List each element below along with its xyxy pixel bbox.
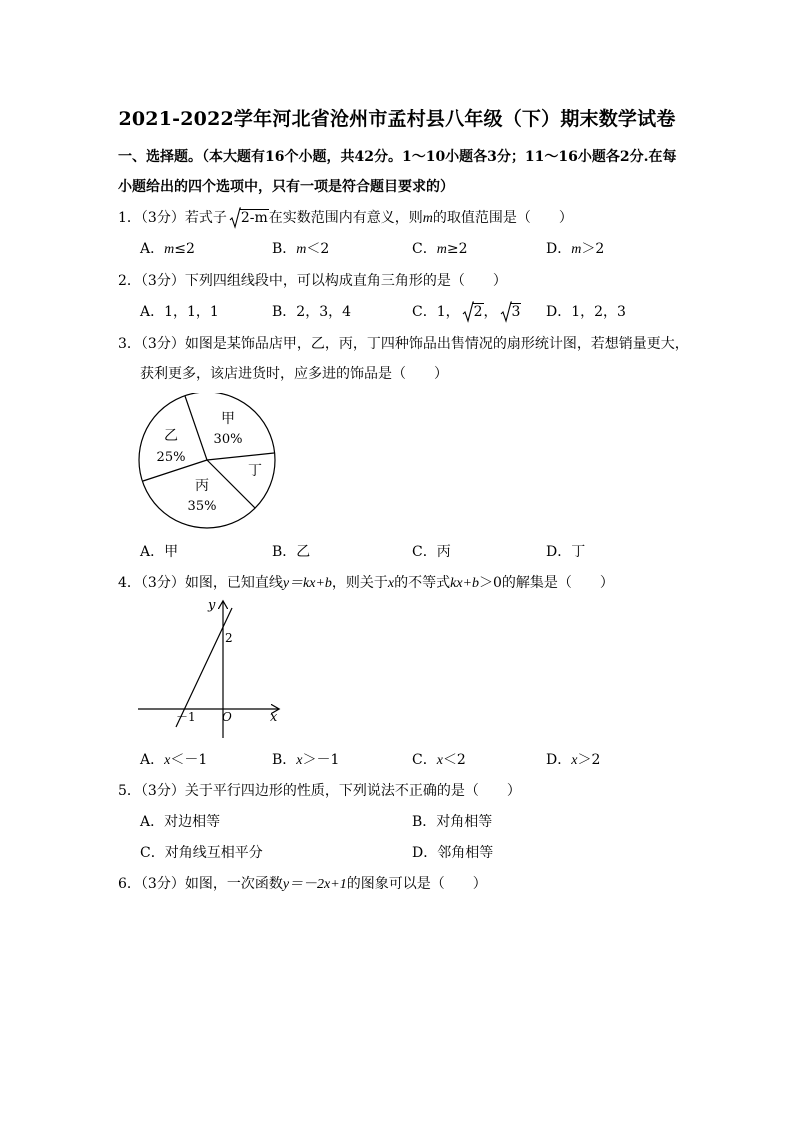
question-5: 5．（3分）关于平行四边形的性质，下列说法不正确的是（ ） <box>118 783 521 799</box>
q3-option-c[interactable]: C．丙 <box>412 544 451 560</box>
slice-value-jia: 30% <box>213 432 243 447</box>
radical-sign-icon <box>229 207 241 229</box>
q1-option-a[interactable]: A．m≤2 <box>140 241 195 257</box>
question-2: 2．（3分）下列四组线段中，可以构成直角三角形的是（ ） <box>118 273 507 289</box>
q3-option-b[interactable]: B．乙 <box>272 544 311 560</box>
pie-chart <box>136 393 280 529</box>
q1-var: m <box>422 211 433 226</box>
q1-option-d[interactable]: D．m＞2 <box>546 241 605 257</box>
q5-option-b[interactable]: B．对角相等 <box>412 814 493 830</box>
question-3-line2: 获利更多，该店进货时，应多进的饰品是（ ） <box>140 366 448 382</box>
slice-label-yi: 乙 <box>164 428 178 444</box>
function-equation: y＝－2x+1 <box>282 877 347 892</box>
line-graph <box>136 596 286 742</box>
q1-option-c[interactable]: C．m≥2 <box>412 241 468 257</box>
question-4: 4．（3分）如图，已知直线y＝kx+b，则关于x的不等式kx+b＞0的解集是（ ） <box>118 575 614 591</box>
line-equation: y＝kx+b <box>282 576 332 591</box>
slice-label-ding: 丁 <box>248 463 262 479</box>
q2-option-d[interactable]: D．1，2，3 <box>546 304 626 320</box>
sqrt-expression <box>229 210 269 226</box>
q5-option-c[interactable]: C．对角线互相平分 <box>140 845 263 861</box>
q3-option-a[interactable]: A．甲 <box>140 544 179 560</box>
q2-option-c[interactable]: C．1， 2， 3 <box>412 301 521 321</box>
q5-option-a[interactable]: A．对边相等 <box>140 814 221 830</box>
q1-text-b: 的取值范围是（ ） <box>432 210 573 226</box>
question-3-line1: 3．（3分）如图是某饰品店甲，乙，丙，丁四种饰品出售情况的扇形统计图，若想销量更大， <box>118 336 689 352</box>
q4-option-a[interactable]: A．x＜－1 <box>140 752 208 768</box>
q5-option-d[interactable]: D．邻角相等 <box>412 845 494 861</box>
q2-option-a[interactable]: A．1，1，1 <box>140 304 219 320</box>
slice-label-bing: 丙 <box>195 478 209 494</box>
y-axis-label: y <box>208 598 216 613</box>
section-heading-line2: 小题给出的四个选项中，只有一项是符合题目要求的） <box>118 179 454 195</box>
q1-text-a: 在实数范围内有意义，则 <box>268 210 423 226</box>
section-heading-line1: 一、选择题。（本大题有16个小题，共42分。1～10小题各3分；11～16小题各2分.在每 <box>118 149 677 165</box>
radical-sign-icon <box>500 301 512 323</box>
slice-label-jia: 甲 <box>221 411 235 427</box>
q1-prefix: 1．（3分）若式子 <box>118 210 227 226</box>
y-intercept-label: 2 <box>225 631 233 645</box>
q4-option-b[interactable]: B．x＞－1 <box>272 752 340 768</box>
page-title: 2021-2022学年河北省沧州市孟村县八年级（下）期末数学试卷 <box>118 108 676 130</box>
x-axis-label: x <box>270 710 278 725</box>
question-6: 6．（3分）如图，一次函数y＝－2x+1的图象可以是（ ） <box>118 876 487 892</box>
q3-option-d[interactable]: D．丁 <box>546 544 586 560</box>
origin-label: O <box>222 710 232 724</box>
x-intercept-label: －1 <box>176 710 196 724</box>
question-1 <box>118 207 573 227</box>
q1-option-b[interactable]: B．m＜2 <box>272 241 330 257</box>
radical-sign-icon <box>462 301 474 323</box>
q4-option-c[interactable]: C．x＜2 <box>412 752 466 768</box>
inequality-expression: kx+b <box>450 576 480 591</box>
radicand: 2-m <box>240 210 268 226</box>
slice-value-yi: 25% <box>156 450 186 465</box>
q4-option-d[interactable]: D．x＞2 <box>546 752 601 768</box>
q2-option-b[interactable]: B．2，3，4 <box>272 304 352 320</box>
slice-value-bing: 35% <box>187 499 217 514</box>
